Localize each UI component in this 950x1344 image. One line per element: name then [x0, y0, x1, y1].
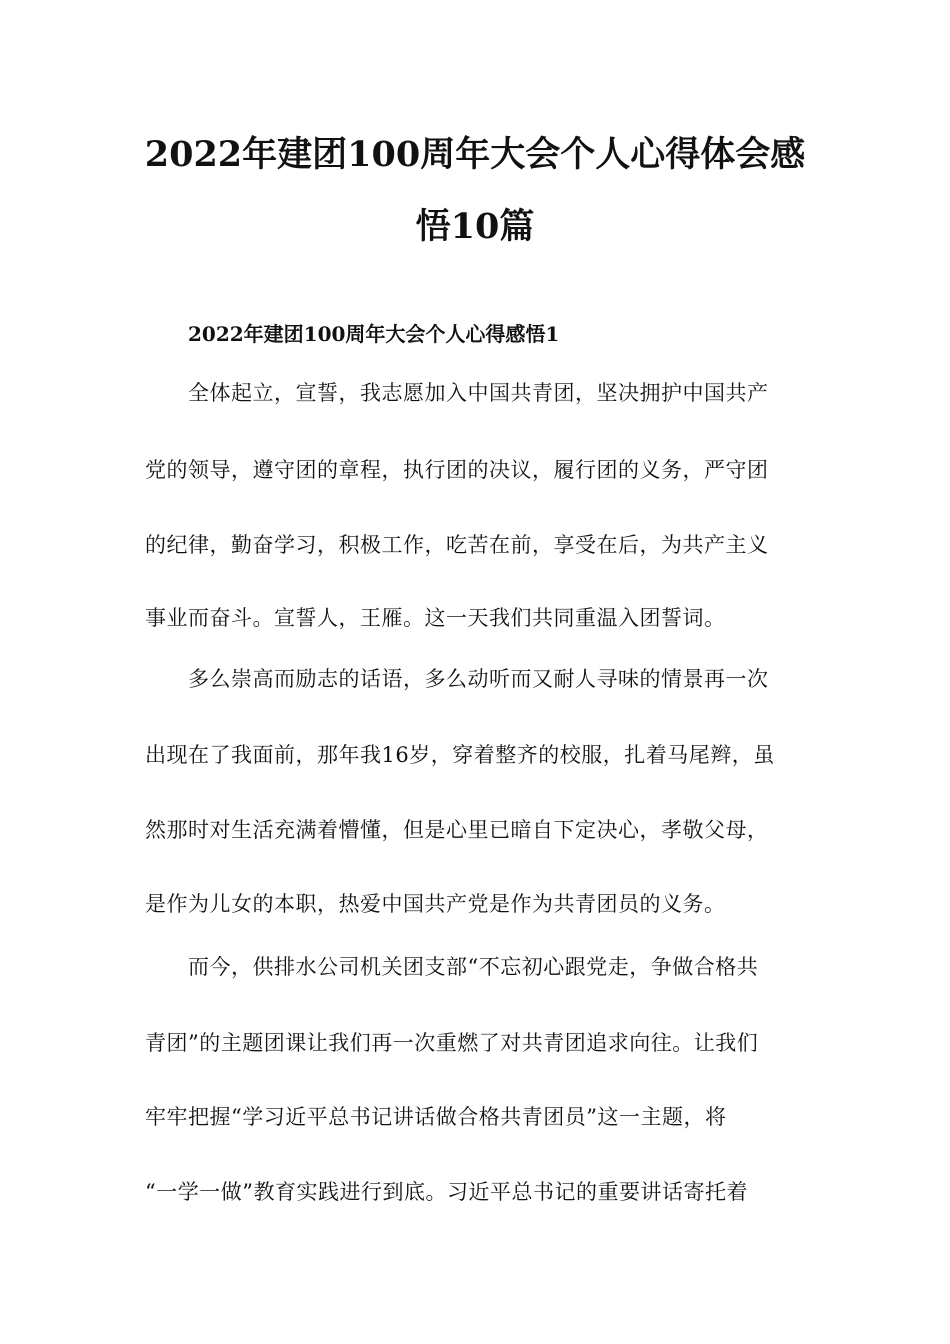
document-title-line-2: 悟10篇 — [415, 206, 535, 247]
paragraph-line: 然那时对生活充满着懵懂，但是心里已暗自下定决心，孝敬父母， — [145, 818, 769, 842]
paragraph-line: 党的领导，遵守团的章程，执行团的决议，履行团的义务，严守团 — [145, 458, 769, 482]
paragraph-line: 而今，供排水公司机关团支部“不忘初心跟党走，争做合格共 — [188, 955, 759, 979]
document-title-line-1: 2022年建团100周年大会个人心得体会感 — [144, 134, 806, 175]
paragraph-line: 牢牢把握“学习近平总书记讲话做合格共青团员”这一主题，将 — [145, 1105, 727, 1129]
paragraph-line: 事业而奋斗。宣誓人，王雁。这一天我们共同重温入团誓词。 — [145, 606, 726, 630]
paragraph-line: 多么崇高而励志的话语，多么动听而又耐人寻味的情景再一次 — [188, 667, 769, 691]
paragraph-line: 是作为儿女的本职，热爱中国共产党是作为共青团员的义务。 — [145, 892, 726, 916]
paragraph-line: 全体起立，宣誓，我志愿加入中国共青团，坚决拥护中国共产 — [188, 381, 769, 405]
section-heading: 2022年建团100周年大会个人心得感悟1 — [188, 322, 560, 346]
paragraph-line: 出现在了我面前，那年我16岁，穿着整齐的校服，扎着马尾辫，虽 — [145, 743, 775, 767]
paragraph-line: 青团”的主题团课让我们再一次重燃了对共青团追求向往。让我们 — [145, 1031, 759, 1055]
paragraph-line: 的纪律，勤奋学习，积极工作，吃苦在前，享受在后，为共产主义 — [145, 533, 769, 557]
paragraph-line: “一学一做”教育实践进行到底。习近平总书记的重要讲话寄托着 — [145, 1180, 748, 1204]
